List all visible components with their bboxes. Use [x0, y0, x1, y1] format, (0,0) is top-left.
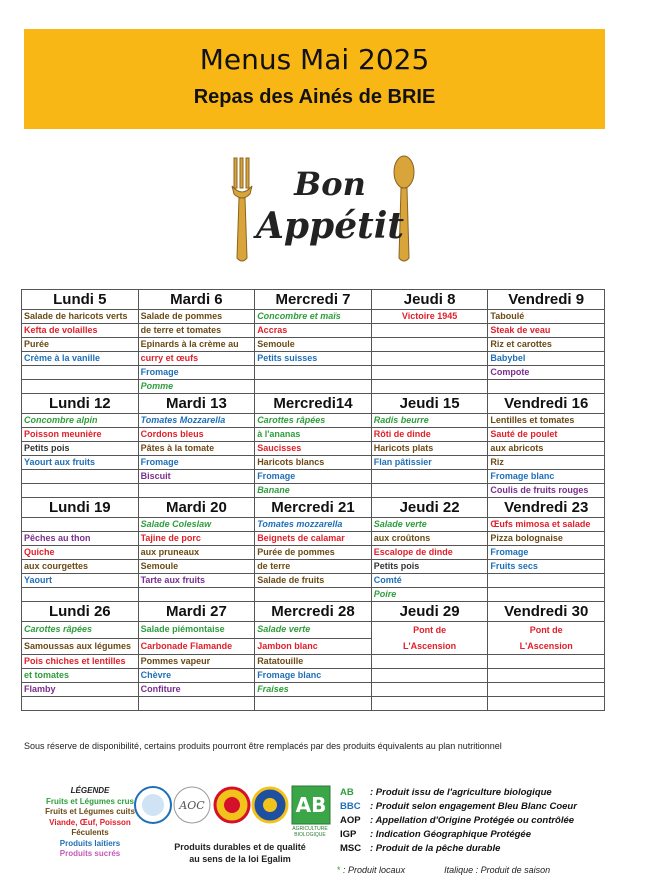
menu-row [22, 669, 605, 683]
menu-cell: Kefta de volailles [22, 324, 139, 338]
menu-row [22, 456, 605, 470]
menu-cell: Concombre et maïs [255, 310, 372, 324]
abbreviation-entry: AOP : Appellation d'Origine Protégée ou contrôlée [340, 815, 575, 826]
day-header: Mercredi14 [255, 394, 372, 414]
menu-cell: Radis beurre [371, 414, 488, 428]
day-header: Mardi 13 [138, 394, 255, 414]
menu-row [22, 324, 605, 338]
day-header: Jeudi 22 [371, 498, 488, 518]
menu-cell: Riz [488, 456, 605, 470]
menu-table [21, 289, 605, 711]
menu-cell: Salade de fruits [255, 574, 372, 588]
menu-cell: Cordons bleus [138, 428, 255, 442]
day-header: Jeudi 8 [371, 290, 488, 310]
abbreviation-entry: AB : Produit issu de l'agriculture biologique [340, 787, 552, 798]
menu-cell: Purée [22, 338, 139, 352]
day-header: Jeudi 29 [371, 602, 488, 622]
menu-cell [488, 697, 605, 711]
holiday-label: Pont de L'Ascension [488, 622, 605, 655]
aop-logo-icon [215, 788, 249, 822]
day-header: Lundi 19 [22, 498, 139, 518]
menu-cell: Salade piémontaise [138, 622, 255, 639]
footnote-local: : Produit locaux [343, 865, 406, 875]
menu-cell: Tajine de porc [138, 532, 255, 546]
menu-cell [22, 697, 139, 711]
day-header: Lundi 5 [22, 290, 139, 310]
menu-cell: Pâtes à la tomate [138, 442, 255, 456]
menu-cell: Fromage [138, 366, 255, 380]
day-header: Mardi 6 [138, 290, 255, 310]
menu-row [22, 380, 605, 394]
menu-cell: Crème à la vanille [22, 352, 139, 366]
menu-cell: et tomates [22, 669, 139, 683]
day-header: Jeudi 15 [371, 394, 488, 414]
ab-caption: AGRICULTURE BIOLOGIQUE [292, 826, 328, 838]
menu-cell: Fraises [255, 683, 372, 697]
menu-cell: Comté [371, 574, 488, 588]
menu-cell: Epinards à la crème au [138, 338, 255, 352]
logo-text-bon: Bon [294, 165, 366, 203]
holiday-label: Victoire 1945 [371, 310, 488, 324]
menu-cell: Fromage blanc [255, 669, 372, 683]
menu-row [22, 428, 605, 442]
menu-row [22, 338, 605, 352]
menu-cell [255, 697, 372, 711]
menu-cell: Tomates Mozzarella [138, 414, 255, 428]
menu-row [22, 366, 605, 380]
week-header-row [22, 290, 605, 310]
footnote-season: Italique : Produit de saison [444, 865, 551, 875]
day-header: Mardi 20 [138, 498, 255, 518]
menu-cell: Tarte aux fruits [138, 574, 255, 588]
menu-row [22, 655, 605, 669]
menu-cell: Pêches au thon [22, 532, 139, 546]
menu-cell [371, 324, 488, 338]
menu-cell: Pizza bolognaise [488, 532, 605, 546]
menu-cell: Salade de pommes [138, 310, 255, 324]
legend-entry: Féculents [71, 828, 109, 837]
menu-row [22, 414, 605, 428]
menu-cell: Lentilles et tomates [488, 414, 605, 428]
menu-cell: Flamby [22, 683, 139, 697]
page-subtitle: Repas des Ainés de BRIE [193, 86, 436, 108]
menu-cell [488, 588, 605, 602]
menu-cell: Fromage [255, 470, 372, 484]
menu-cell: curry et œufs [138, 352, 255, 366]
menu-cell: Beignets de calamar [255, 532, 372, 546]
menu-cell: Fruits secs [488, 560, 605, 574]
page-title: Menus Mai 2025 [199, 43, 430, 76]
day-header: Vendredi 23 [488, 498, 605, 518]
bon-appetit-logo [220, 150, 440, 268]
menu-cell: Poisson meunière [22, 428, 139, 442]
day-header: Vendredi 16 [488, 394, 605, 414]
menu-cell: Petits suisses [255, 352, 372, 366]
menu-cell: Semoule [138, 560, 255, 574]
menu-cell: Tomates mozzarella [255, 518, 372, 532]
abbreviation-entry: MSC : Produit de la pêche durable [340, 843, 501, 854]
menu-cell: aux croûtons [371, 532, 488, 546]
menu-cell: Fromage [488, 546, 605, 560]
igp-logo-icon [253, 788, 287, 822]
menu-row [22, 484, 605, 498]
menu-row [22, 352, 605, 366]
menu-cell: Flan pâtissier [371, 456, 488, 470]
day-header: Lundi 26 [22, 602, 139, 622]
menu-cell: Carottes râpées [255, 414, 372, 428]
menu-cell [22, 470, 139, 484]
menu-row [22, 532, 605, 546]
menu-cell: Salade de haricots verts [22, 310, 139, 324]
menu-cell [255, 588, 372, 602]
menu-cell [488, 380, 605, 394]
menu-cell: Œufs mimosa et salade [488, 518, 605, 532]
day-header: Vendredi 9 [488, 290, 605, 310]
footnote [337, 865, 550, 875]
menu-cell [22, 588, 139, 602]
logo-text-appetit: Appétit [255, 205, 405, 247]
menu-cell [371, 380, 488, 394]
ab-logo-icon [292, 786, 330, 824]
menu-cell [371, 655, 488, 669]
menu-cell: Poire [371, 588, 488, 602]
day-header: Vendredi 30 [488, 602, 605, 622]
menu-cell: Biscuit [138, 470, 255, 484]
menu-cell: Sauté de poulet [488, 428, 605, 442]
menu-cell: Quiche [22, 546, 139, 560]
menu-cell: Petits pois [371, 560, 488, 574]
menu-cell [255, 380, 372, 394]
menu-cell [22, 518, 139, 532]
menu-cell: Purée de pommes [255, 546, 372, 560]
menu-cell: Rôti de dinde [371, 428, 488, 442]
menu-cell: Confiture [138, 683, 255, 697]
menu-cell: Chèvre [138, 669, 255, 683]
day-header: Mardi 27 [138, 602, 255, 622]
menu-cell: Salade verte [255, 622, 372, 639]
legend-entry: Produits laitiers [59, 838, 121, 848]
availability-note: Sous réserve de disponibilité, certains produits pourront être remplacés par des produits équivalents au plan nutritionnel [24, 741, 502, 751]
menu-cell [371, 669, 488, 683]
menu-cell: Jambon blanc [255, 638, 372, 655]
menu-cell: Banane [255, 484, 372, 498]
legend-entry: Viande, Œuf, Poisson [49, 817, 131, 827]
day-header: Mercredi 21 [255, 498, 372, 518]
menu-cell [371, 697, 488, 711]
menu-cell: Taboulé [488, 310, 605, 324]
menu-cell: aux courgettes [22, 560, 139, 574]
week-header-row [22, 394, 605, 414]
menu-cell: aux abricots [488, 442, 605, 456]
menu-cell [488, 683, 605, 697]
durable-line2: au sens de la loi Egalim [189, 854, 291, 864]
menu-cell [138, 588, 255, 602]
menu-row [22, 546, 605, 560]
legend-entry: Fruits et Légumes crus [45, 796, 135, 806]
menu-cell: Fromage [138, 456, 255, 470]
menu-cell [371, 683, 488, 697]
legend-entry: Produits sucrés [59, 849, 121, 858]
menu-cell [488, 669, 605, 683]
menu-cell: de terre et tomates [138, 324, 255, 338]
menu-cell [488, 655, 605, 669]
menu-cell: Fromage blanc [488, 470, 605, 484]
menu-cell: Semoule [255, 338, 372, 352]
aoc-logo-icon [174, 787, 210, 823]
day-header: Mercredi 28 [255, 602, 372, 622]
menu-cell: de terre [255, 560, 372, 574]
menu-cell [371, 338, 488, 352]
menu-cell: Pommes vapeur [138, 655, 255, 669]
menu-cell: Haricots plats [371, 442, 488, 456]
menu-cell: à l'ananas [255, 428, 372, 442]
certification-logos [132, 784, 332, 826]
menu-cell: Petits pois [22, 442, 139, 456]
menu-cell: Accras [255, 324, 372, 338]
durable-products-note [160, 841, 320, 865]
week-header-row [22, 498, 605, 518]
menu-cell: Steak de veau [488, 324, 605, 338]
abbreviation-entry: IGP : Indication Géographique Protégée [340, 829, 531, 840]
menu-cell: Salade Coleslaw [138, 518, 255, 532]
menu-cell: Pois chiches et lentilles [22, 655, 139, 669]
menu-cell [138, 697, 255, 711]
menu-cell: Yaourt [22, 574, 139, 588]
menu-row [22, 683, 605, 697]
local-star-icon: * [337, 865, 341, 875]
week-header-row [22, 602, 605, 622]
menu-cell [371, 366, 488, 380]
menu-cell [22, 366, 139, 380]
menu-cell: Concombre alpin [22, 414, 139, 428]
menu-cell [22, 484, 139, 498]
legend-entry: Fruits et Légumes cuits [45, 807, 135, 816]
menu-cell: Ratatouille [255, 655, 372, 669]
menu-cell [371, 484, 488, 498]
abbreviations [340, 786, 577, 856]
menu-row [22, 560, 605, 574]
menu-cell: Haricots blancs [255, 456, 372, 470]
menu-row [22, 574, 605, 588]
menu-cell [22, 380, 139, 394]
menu-cell: Riz et carottes [488, 338, 605, 352]
menu-cell: Salade verte [371, 518, 488, 532]
abbreviation-entry: BBC : Produit selon engagement Bleu Blanc Coeur [340, 801, 577, 812]
menu-cell: Compote [488, 366, 605, 380]
menu-cell [488, 574, 605, 588]
menu-cell: Yaourt aux fruits [22, 456, 139, 470]
svg-text:AB: AB [295, 793, 327, 817]
menu-cell: Carbonade Flamande [138, 638, 255, 655]
menu-cell: aux pruneaux [138, 546, 255, 560]
menu-cell: Escalope de dinde [371, 546, 488, 560]
menu-cell: Pomme [138, 380, 255, 394]
menu-row [22, 588, 605, 602]
menu-row [22, 518, 605, 532]
menu-cell [371, 352, 488, 366]
legend-title: LÉGENDE [70, 786, 110, 795]
fork-icon [232, 158, 252, 261]
menu-cell: Carottes râpées [22, 622, 139, 639]
menu-cell [371, 470, 488, 484]
bbc-logo-icon [135, 787, 171, 823]
menu-row [22, 622, 605, 639]
menu-cell [138, 484, 255, 498]
menu-row [22, 442, 605, 456]
menu-cell: Coulis de fruits rouges [488, 484, 605, 498]
durable-line1: Produits durables et de qualité [174, 842, 306, 852]
svg-text:AOC: AOC [179, 799, 205, 812]
menu-row [22, 310, 605, 324]
menu-row [22, 697, 605, 711]
menu-cell: Samoussas aux légumes [22, 638, 139, 655]
menu-cell: Saucisses [255, 442, 372, 456]
day-header: Lundi 12 [22, 394, 139, 414]
menu-cell: Babybel [488, 352, 605, 366]
day-header: Mercredi 7 [255, 290, 372, 310]
header-banner [24, 29, 605, 129]
menu-cell [255, 366, 372, 380]
menu-row [22, 470, 605, 484]
holiday-label: Pont de L'Ascension [371, 622, 488, 655]
